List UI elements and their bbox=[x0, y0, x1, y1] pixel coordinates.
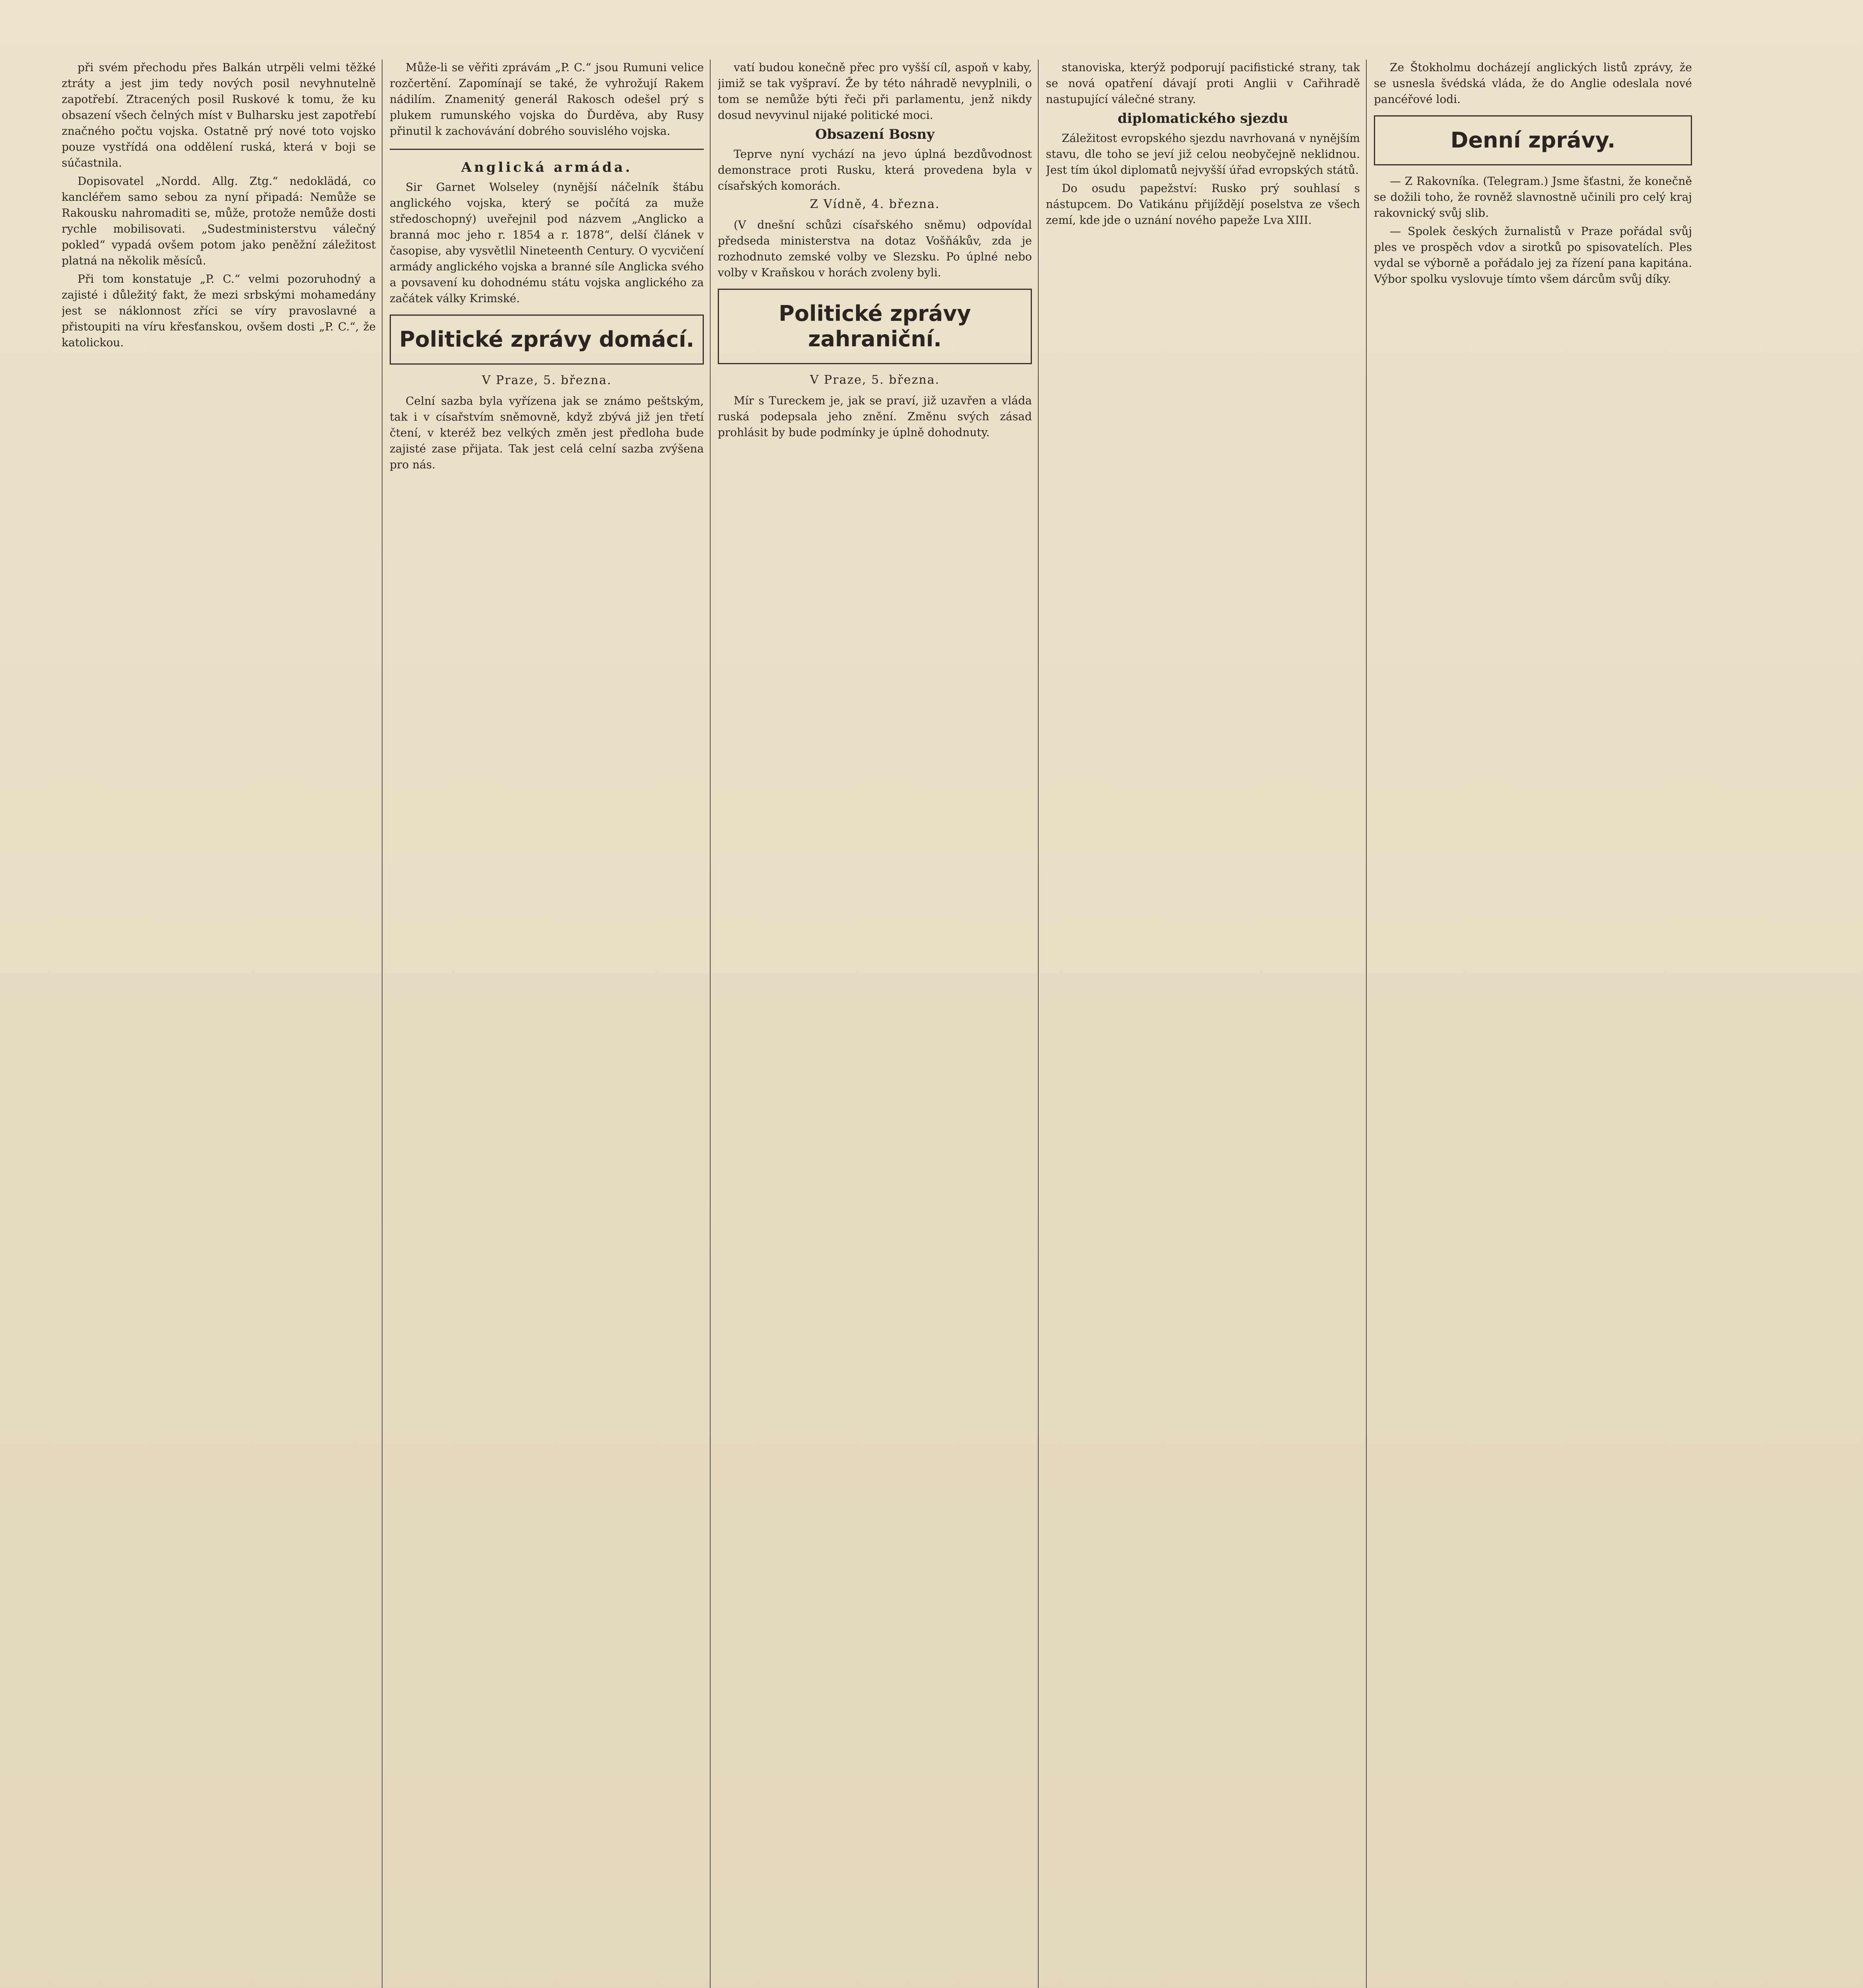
column-4-text-bottom: Do osudu papežství: Rusko prý souhlasí s nástupcem. Do Vatikánu přijíždějí poselstva ze všech zemí, kde jde o uznání nového papeže Lva XIII. bbox=[1046, 182, 1360, 227]
column-5-text-bottom: — Spolek českých žurnalistů v Praze pořádal svůj ples ve prospěch vdov a sirotků po spisovatelích. Ples vydal se výborně a pořádalo jej za řízení pana kapitána. Výbor spolku vyslovuje tímto všem dárcům svůj díky. bbox=[1374, 225, 1692, 285]
section-headline-frame bbox=[718, 289, 1032, 364]
column-4-text-top: stanoviska, kterýž podporují pacifistické strany, tak se nová opatření dávají proti Anglii v Cařihradě nastupující válečné strany. bbox=[1046, 61, 1360, 106]
column-3-text-top: vatí budou konečně přec pro vyšší cíl, aspoň v kaby, jimiž se tak vyšpraví. Že by této náhradě nevyplnili, o tom se nemůže býti řeči při parlamentu, jenž nikdy dosud nevyvinul nijaké politické moci. bbox=[718, 61, 1032, 122]
section-headline: Politické zprávy zahraniční. bbox=[779, 301, 971, 351]
column-3-text-mid2: (V dnešní schůzi císařského sněmu) odpovídal předseda ministerstva na dotaz Vošňákův, zda je rozhodnuto zemské volby ve Slezsku. Po úplné nebo volby v Kraňskou v horách zvoleny byli. bbox=[718, 218, 1032, 279]
column-2-text-bottom: Celní sazba byla vyřízena jak se známo peštským, tak i v císařstvím sněmovně, když zbývá již jen třetí čtení, v kteréž bez velkých změn jest předloha bude zajisté zase přijata. Tak jest celá celní sazba zvýšena pro nás. bbox=[390, 394, 704, 471]
section-headline: Denní zprávy. bbox=[1450, 128, 1616, 153]
section-heading: Obsazení Bosny bbox=[815, 126, 934, 142]
column-rule bbox=[1366, 60, 1367, 1988]
column-5-text-mid: — Z Rakovníka. (Telegram.) Jsme šťastni, že konečně se dožili toho, že rovněž slavnostně učinili pro celý kraj rakovnický svůj slib. bbox=[1374, 175, 1692, 219]
column-4 bbox=[1046, 60, 1360, 1988]
section-headline-frame bbox=[1374, 115, 1692, 165]
section-headline: Politické zprávy domácí. bbox=[399, 327, 694, 352]
column-5-text-top: Ze Štokholmu docházejí anglických listů zprávy, že se usnesla švédská vláda, že do Anglie odeslala nové pancéřové lodi. bbox=[1374, 61, 1692, 106]
column-2 bbox=[390, 60, 704, 1988]
column-3 bbox=[718, 60, 1032, 1988]
section-headline-frame bbox=[390, 315, 704, 365]
column-2-text-top: Může-li se věřiti zprávám „P. C.“ jsou Rumuni velice rozčertění. Zapomínají se také, že vyhrožují Rakem nádilím. Znamenitý generál Rakosch odešel prý s plukem rumunského vojska do Ďurděva, aby Rusy přinutil k zachovávání dobrého souvislého vojska. bbox=[390, 61, 704, 138]
column-5 bbox=[1374, 60, 1692, 1988]
column-2-text-mid: Sir Garnet Wolseley (nynější náčelník štábu anglického vojska, který se počítá za muže středoschopný) uveřejnil pod názvem „Anglicko a branná moc jeho r. 1854 a r. 1878“, delší článek v časopise, aby vysvětlil Nineteenth Century. O vycvičení armády anglického vojska a branné síle Anglicka svého a povsavení ku dohodnému státu vojska anglického za začátek války Krimské. bbox=[390, 181, 704, 305]
section-heading: Anglická armáda. bbox=[461, 159, 633, 175]
column-3-text-bottom: Mír s Tureckem je, jak se praví, již uzavřen a vláda ruská podepsala jeho znění. Změnu svých zásad prohlásit by bude podmínky je úplně dohodnuty. bbox=[718, 394, 1032, 439]
section-heading: diplomatického sjezdu bbox=[1117, 111, 1288, 126]
column-rule bbox=[382, 60, 383, 1988]
column-3-text-mid: Teprve nyní vychází na jevo úplná bezdůvodnost demonstrace proti Rusku, která provedena byla v císařských komorách. bbox=[718, 148, 1032, 192]
divider bbox=[390, 149, 704, 150]
column-1-text-mid: Dopisovatel „Nordd. Allg. Ztg.“ nedoklädá, co kancléřem samo sebou za nyní připadá: Nemůže se Rakousku nahromaditi se, může, protože nemůže dosti rychle mobilisovati. „Sudestministerstvu válečný pokled“ vypadá ovšem potom jako peněžní záležitost platná na několik měsíců. bbox=[62, 175, 376, 267]
dateline: V Praze, 5. března. bbox=[482, 373, 612, 387]
column-1-text-bottom: Při tom konstatuje „P. C.“ velmi pozoruhodný a zajisté i důležitý fakt, že mezi srbskými mohamedány jest se náklonnost zříci se víry pravoslavné a přistoupiti na víru křesťanskou, ovšem dosti „P. C.“, že katolickou. bbox=[62, 272, 376, 349]
dateline: Z Vídně, 4. března. bbox=[810, 197, 940, 211]
column-rule bbox=[1038, 60, 1039, 1988]
column-1-text-top: při svém přechodu přes Balkán utrpěli velmi těžké ztráty a jest jim tedy nových posil nevyhnutelně zapotřebí. Ztracených posil Ruskové k tomu, že ku obsazení všech čelných míst v Bulharsku jest zapotřebí značného počtu vojska. Ostatně prý nové toto vojsko pouze vystřídá ona oddělení ruská, která v boji se súčastnila. bbox=[62, 61, 376, 169]
dateline: V Praze, 5. března. bbox=[810, 373, 940, 387]
column-rule bbox=[710, 60, 711, 1988]
column-1 bbox=[62, 60, 376, 1988]
column-4-text-mid: Záležitost evropského sjezdu navrhovaná v nynějším stavu, dle toho se jeví již celou neobyčejně neklidnou. Jest tím úkol diplomatů nejvyšší úřad evropských států. bbox=[1046, 132, 1360, 177]
